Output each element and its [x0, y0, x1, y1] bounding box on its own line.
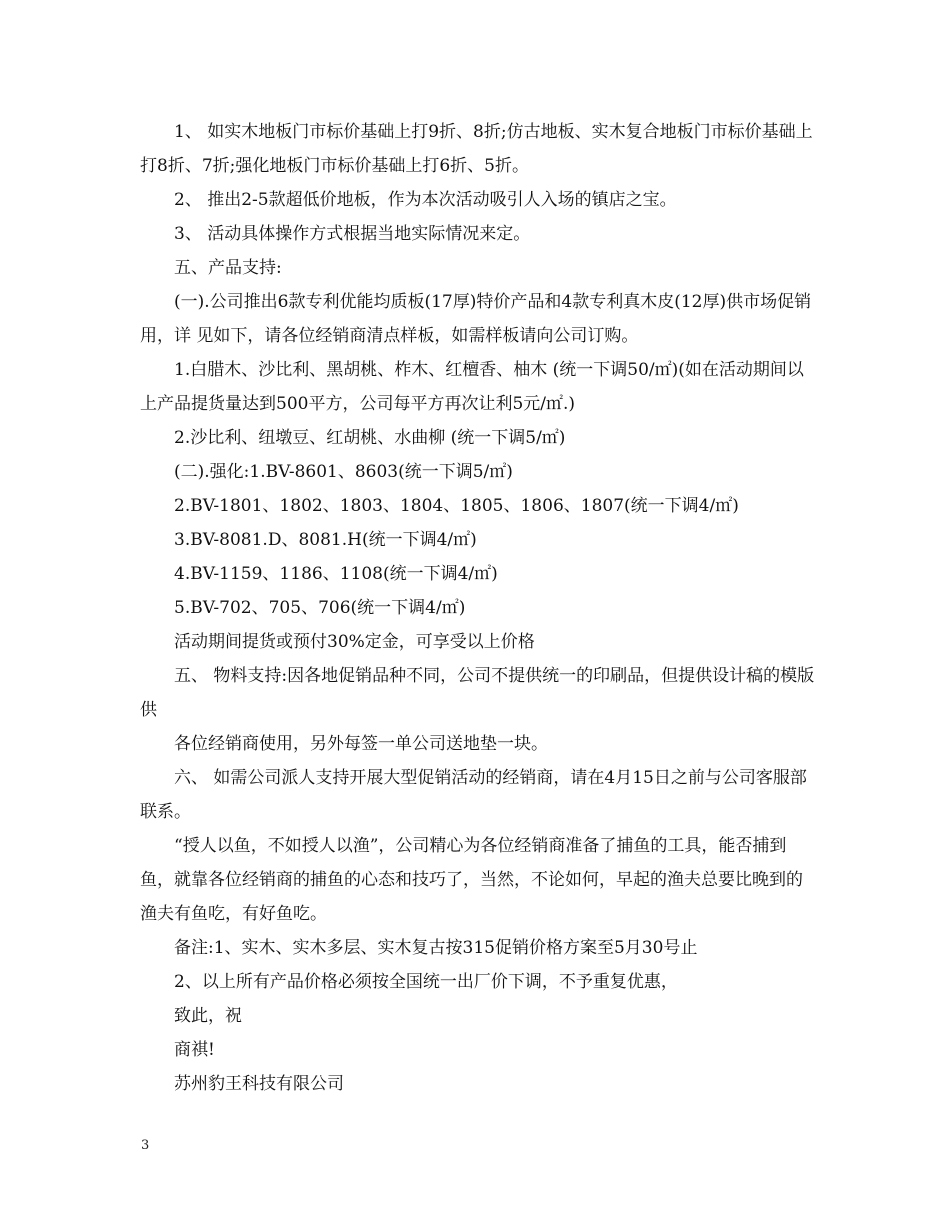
closing-salutation: 致此，祝 — [174, 1006, 242, 1026]
section-heading-product-support: 五、产品支持: — [174, 258, 282, 278]
paragraph-laminate-1: (二).强化:1.BV-8601、8603(统一下调5/㎡) — [174, 462, 513, 482]
paragraph-discount-2: 2、 推出2-5款超低价地板，作为本次活动吸引人入场的镇店之宝。 — [174, 190, 677, 210]
paragraph-discount-3: 3、 活动具体操作方式根据当地实际情况来定。 — [174, 224, 531, 244]
paragraph-note-1: 备注:1、实木、实木多层、实木复古按315促销价格方案至5月30号止 — [174, 938, 698, 958]
paragraph-laminate-4: 4.BV-1159、1186、1108(统一下调4/㎡) — [174, 564, 498, 584]
company-signature: 苏州豹王科技有限公司 — [174, 1074, 344, 1094]
paragraph-note-2: 2、以上所有产品价格必须按全国统一出厂价下调，不予重复优惠， — [174, 972, 678, 992]
paragraph-laminate-2: 2.BV-1801、1802、1803、1804、1805、1806、1807(统一下调4/㎡) — [174, 496, 739, 516]
paragraph-material-support-cont: 各位经销商使用，另外每签一单公司送地垫一块。 — [174, 734, 548, 754]
paragraph-product-intro: (一).公司推出6款专利优能均质板(17厚)特价产品和4款专利真木皮(12厚)供市场促销用，详 见如下，请各位经销商清点样板，如需样板请向公司订购。 — [140, 292, 812, 346]
document-body — [140, 115, 815, 1101]
paragraph-deposit: 活动期间提货或预付30%定金，可享受以上价格 — [174, 632, 535, 652]
closing-wish: 商祺! — [174, 1040, 215, 1060]
paragraph-product-list-1: 1.白腊木、沙比利、黑胡桃、柞木、红檀香、柚木 (统一下调50/㎡)(如在活动期间以上产品提货量达到500平方，公司每平方再次让利5元/㎡.) — [140, 360, 804, 414]
paragraph-laminate-3: 3.BV-8081.D、8081.H(统一下调4/㎡) — [174, 530, 477, 550]
paragraph-product-list-2: 2.沙比利、纽墩豆、红胡桃、水曲柳 (统一下调5/㎡) — [174, 428, 566, 448]
page-number: 3 — [141, 1138, 150, 1153]
paragraph-discount-1: 1、 如实木地板门市标价基础上打9折、8折;仿古地板、实木复合地板门市标价基础上打8折、7折;强化地板门市标价基础上打6折、5折。 — [140, 122, 813, 176]
paragraph-proverb: “授人以鱼，不如授人以渔”，公司精心为各位经销商准备了捕鱼的工具，能否捕到鱼，就靠各位经销商的捕鱼的心态和技巧了，当然，不论如何，早起的渔夫总要比晚到的渔夫有鱼吃，有好鱼吃。 — [140, 836, 803, 924]
paragraph-staff-support: 六、 如需公司派人支持开展大型促销活动的经销商，请在4月15日之前与公司客服部联系。 — [140, 768, 807, 822]
paragraph-laminate-5: 5.BV-702、705、706(统一下调4/㎡) — [174, 598, 466, 618]
paragraph-material-support: 五、 物料支持:因各地促销品种不同，公司不提供统一的印刷品，但提供设计稿的模版供 — [140, 666, 815, 720]
